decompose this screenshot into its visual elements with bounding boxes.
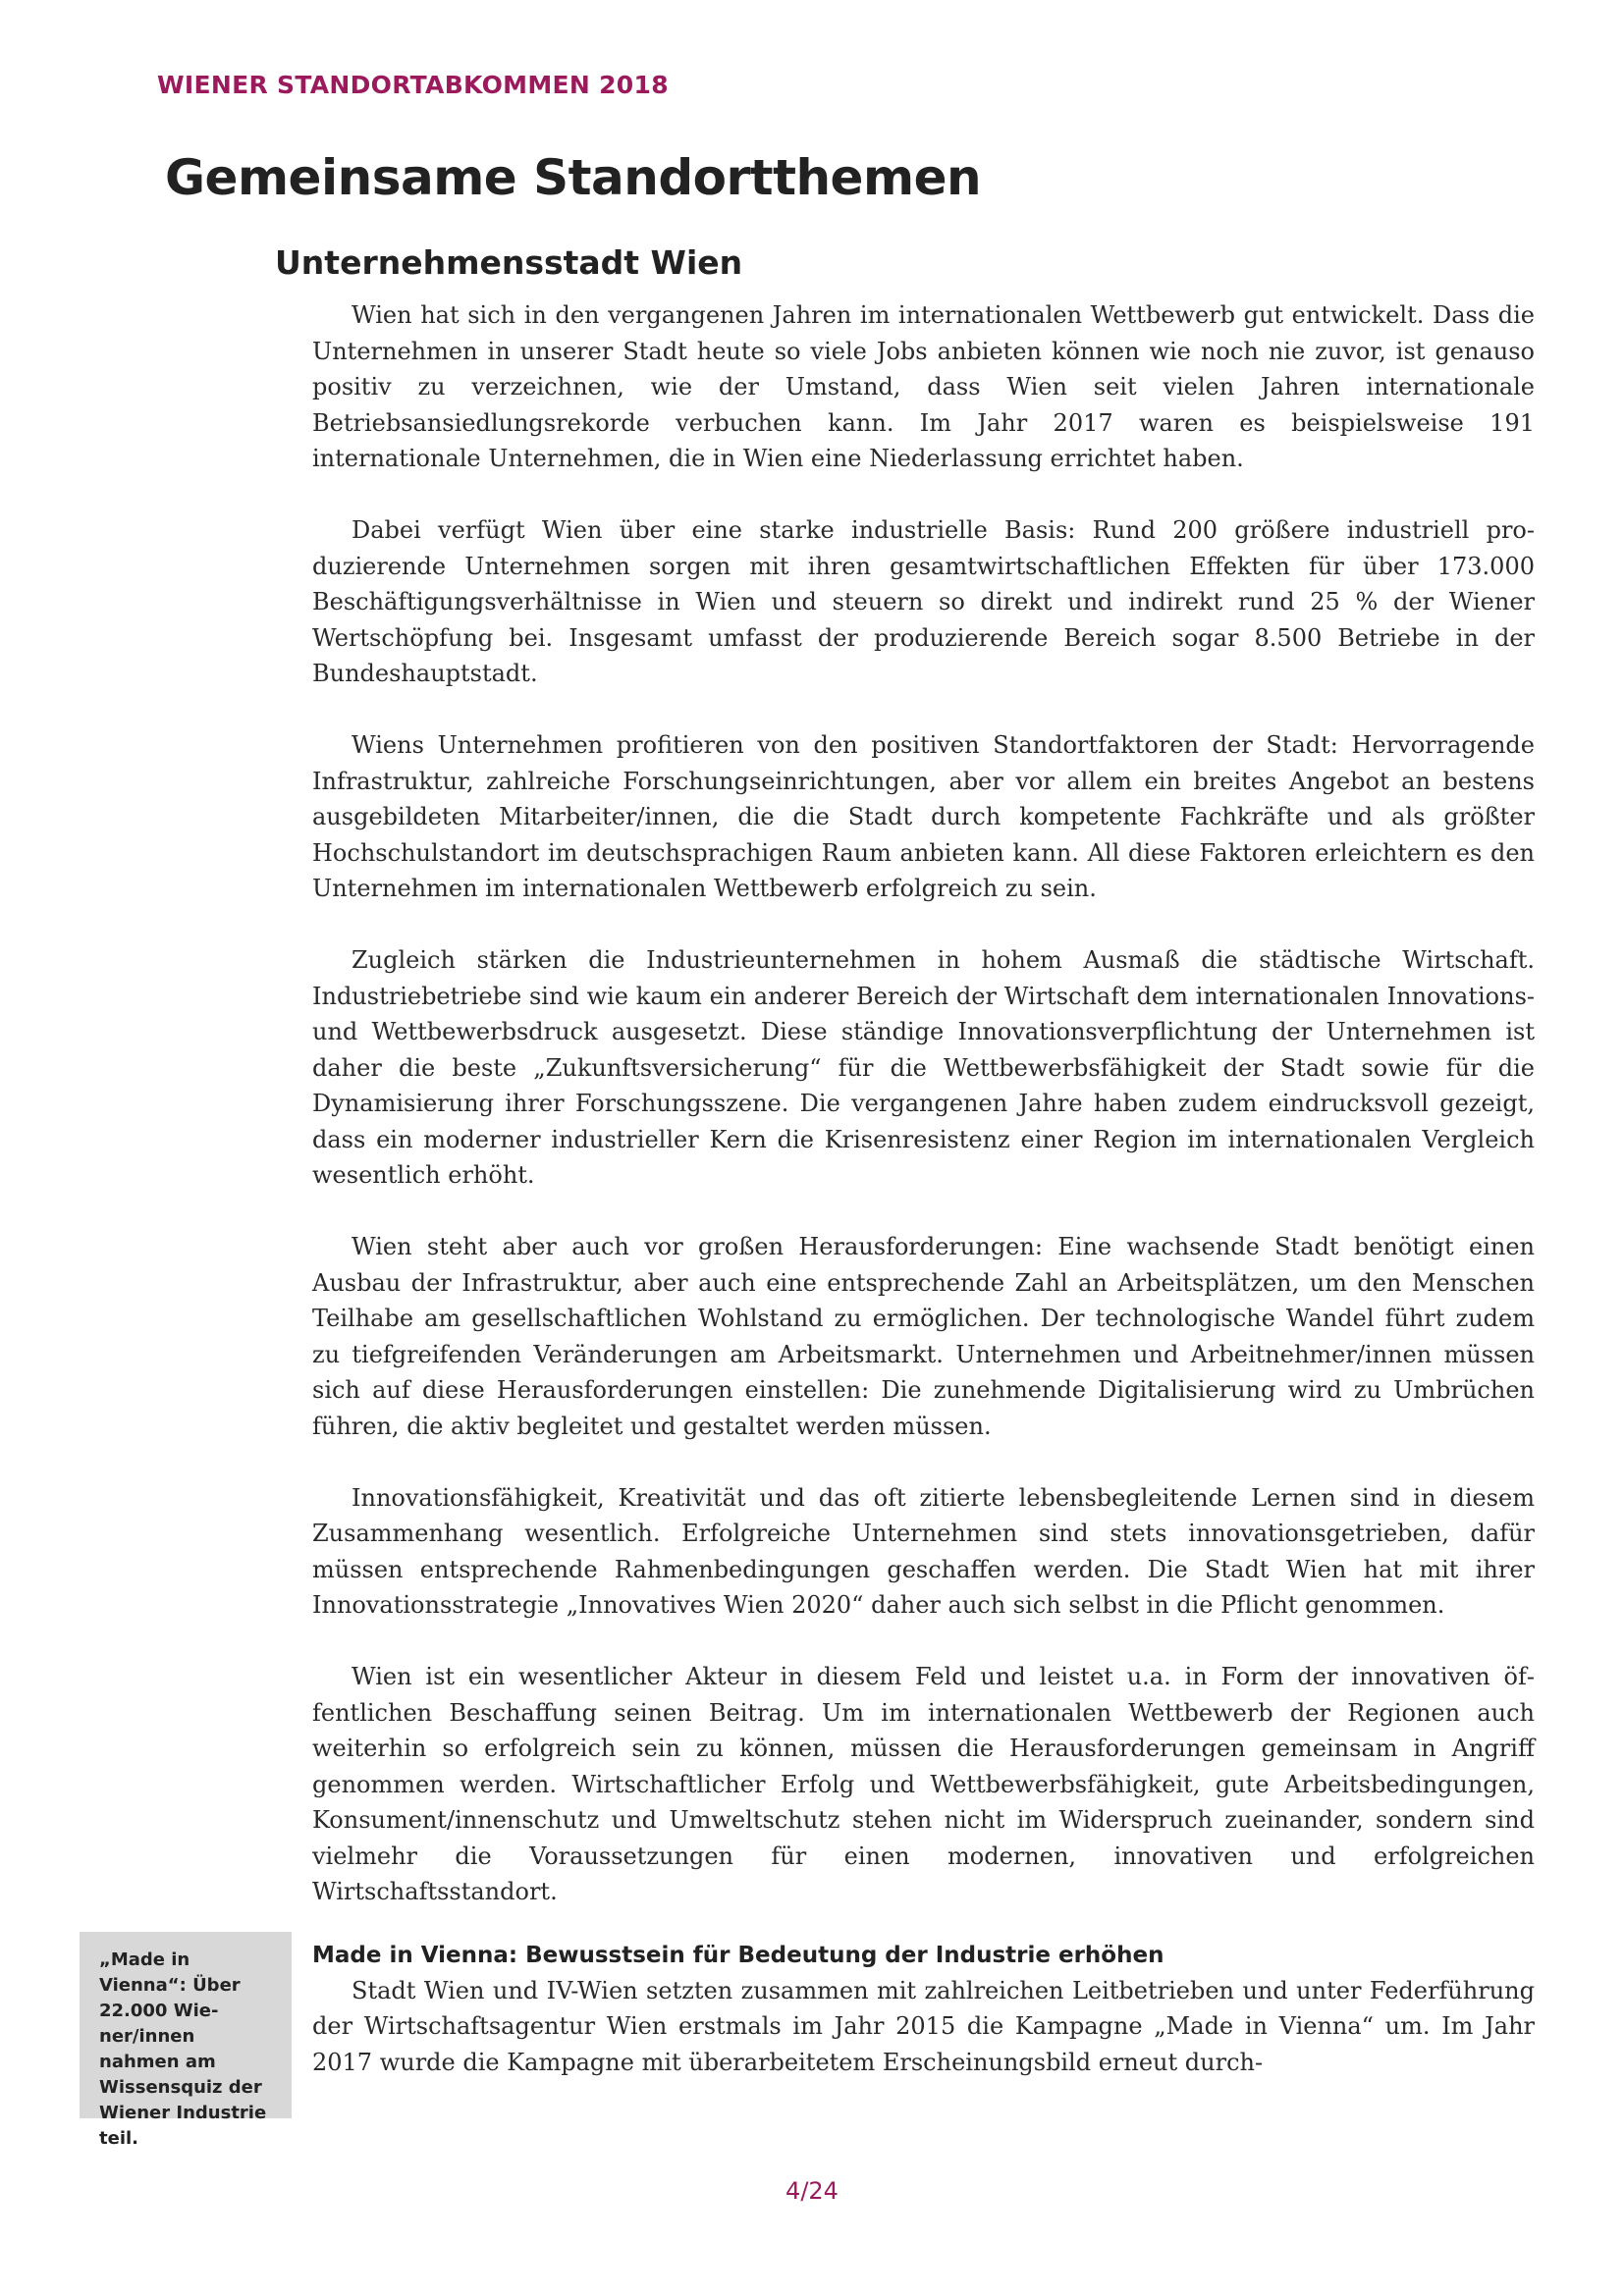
made-in-vienna-heading: Made in Vienna: Bewusstsein für Bedeutung der Industrie erhöhen xyxy=(312,1942,1164,1968)
running-header: WIENER STANDORTABKOMMEN 2018 xyxy=(157,71,669,99)
paragraph: Wien hat sich in den vergangenen Jahren im internationalen Wettbewerb gut entwickelt. Dass die Unternehmen in unserer Stadt heute so viele Jobs anbieten können wie noch nie zuvor, ist genauso positiv zu verzeichnen, wie der Umstand, dass Wien seit vielen Jahren internationale Betriebsansiedlungsrekorde verbuchen kann. Im Jahr 2017 waren es beispielsweise 191 internationale Unternehmen, die in Wien eine Niederlassung errichtet haben. xyxy=(312,301,1535,472)
paragraph: Wien steht aber auch vor großen Herausforderungen: Eine wachsende Stadt benötigt einen Ausbau der Infrastruktur, aber auch eine entsprechende Zahl an Arbeitsplätzen, um den Menschen Teilhabe am gesellschaftlichen Wohlstand zu ermöglichen. Der technologische Wandel führt zudem zu tiefgreifenden Veränderungen am Arbeitsmarkt. Unternehmen und Arbeitnehmer/innen müssen sich auf diese Herausforderungen einstellen: Die zunehmende Digitalisierung wird zu Umbrüchen führen, die aktiv begleitet und gestaltet werden müssen. xyxy=(312,1233,1535,1440)
paragraph: Zugleich stärken die Industrieunternehmen in hohem Ausmaß die städtische Wirtschaft. Industriebetriebe sind wie kaum ein anderer Bereich der Wirtschaft dem internationalen Innovations- und Wettbewerbsdruck ausgesetzt. Diese ständige Innovationsverpflichtung der Unternehmen ist daher die beste „Zukunftsversicherung“ für die Wettbewerbsfähigkeit der Stadt sowie für die Dynamisierung ihrer Forschungsszene. Die vergangenen Jahre haben zudem eindrucksvoll gezeigt, dass ein moderner industrieller Kern die Krisenresistenz einer Region im internationalen Vergleich wesentlich erhöht. xyxy=(312,946,1535,1189)
page-number: 4/24 xyxy=(785,2177,839,2205)
sidebar-note: „Made in Vienna“: Über 22.000 Wiener/innen nahmen am Wissensquiz der Wiener Industrie teil. xyxy=(80,1932,292,2118)
subsection-title: Unternehmensstadt Wien xyxy=(275,243,743,282)
body-text xyxy=(312,297,1535,2080)
paragraph: Innovationsfähigkeit, Kreativität und das oft zitierte lebensbegleitende Lernen sind in diesem Zusammenhang wesentlich. Erfolgreiche Unternehmen sind stets innovationsgetrieben, dafür müssen entsprechende Rahmenbedingungen geschaffen werden. Die Stadt Wien hat mit ihrer Innovationsstrategie „Innovatives Wien 2020“ daher auch sich selbst in die Pflicht genommen. xyxy=(312,1483,1535,1619)
section-title: Gemeinsame Standortthemen xyxy=(165,149,982,206)
paragraph: Wien ist ein wesentlicher Akteur in diesem Feld und leistet u.a. in Form der innovativen öffentlichen Beschaffung seinen Beitrag. Um im internationalen Wettbewerb der Regionen auch weiterhin so erfolgreich sein zu können, müssen die Herausforderungen gemeinsam in Angriff genommen werden. Wirtschaftlicher Erfolg und Wettbewerbsfähigkeit, gute Arbeitsbedingungen, Konsument/innenschutz und Umweltschutz stehen nicht im Widerspruch zueinander, sondern sind vielmehr die Voraussetzungen für einen modernen, innovativen und erfolgreichen Wirtschaftsstandort. xyxy=(312,1663,1535,1905)
paragraph: Dabei verfügt Wien über eine starke industrielle Basis: Rund 200 größere industriell produzierende Unternehmen sorgen mit ihren gesamtwirtschaftlichen Effekten für über 173.000 Beschäftigungsverhältnisse in Wien und steuern so direkt und indirekt rund 25 % der Wiener Wertschöpfung bei. Insgesamt umfasst der produzierende Bereich sogar 8.500 Betriebe in der Bundeshauptstadt. xyxy=(312,516,1535,687)
made-in-vienna-paragraph: Stadt Wien und IV-Wien setzten zusammen mit zahlreichen Leitbetrieben und unter Federführung der Wirtschaftsagentur Wien erstmals im Jahr 2015 die Kampagne „Made in Vienna“ um. Im Jahr 2017 wurde die Kampagne mit überarbeitetem Erscheinungsbild erneut durch- xyxy=(312,1976,1535,2076)
paragraph: Wiens Unternehmen profitieren von den positiven Standortfaktoren der Stadt: Hervorragende Infrastruktur, zahlreiche Forschungseinrichtungen, aber vor allem ein breites Angebot an bestens ausgebildeten Mitarbeiter/innen, die die Stadt durch kompetente Fachkräfte und als größter Hochschulstandort im deutschsprachigen Raum anbieten kann. All diese Faktoren erleichtern es den Unternehmen im internationalen Wettbewerb erfolgreich zu sein. xyxy=(312,731,1535,902)
